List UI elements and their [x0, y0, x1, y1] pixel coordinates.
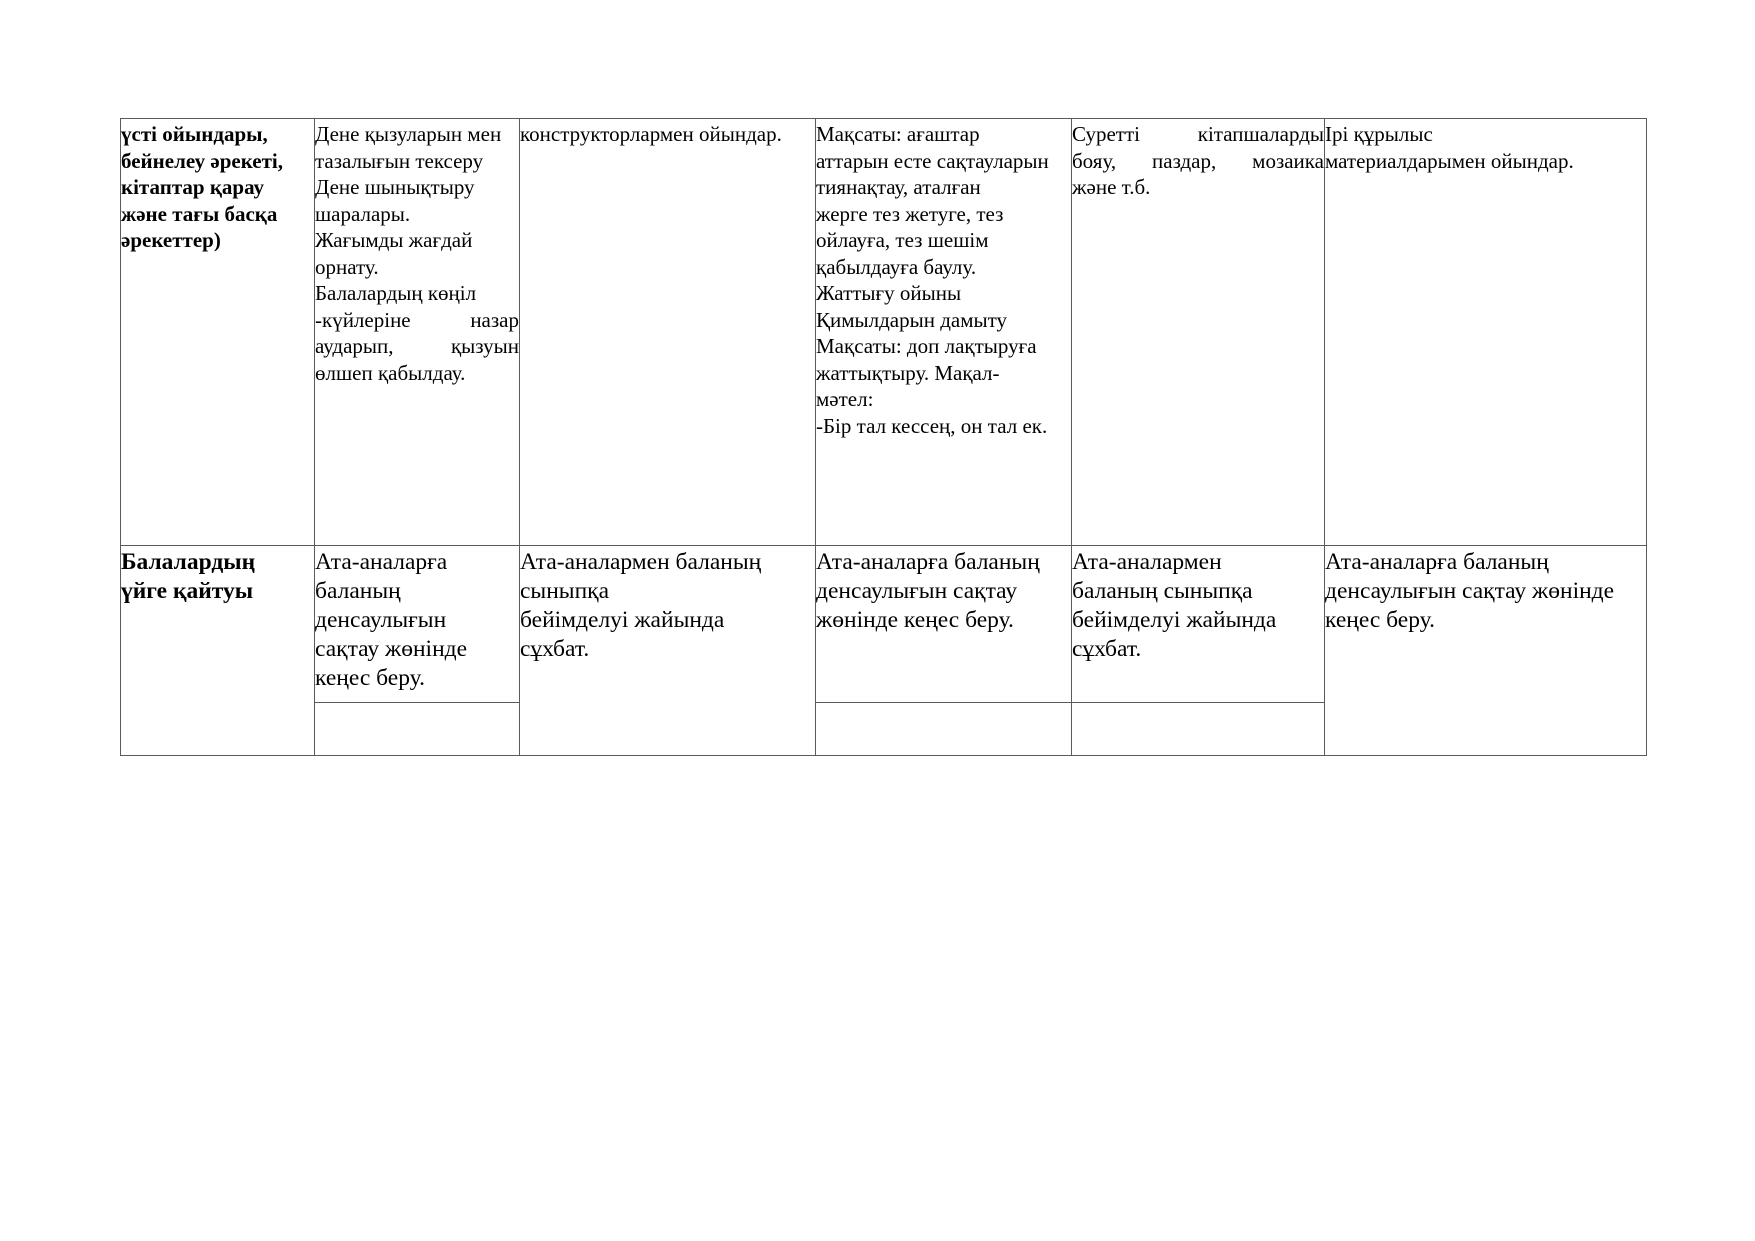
cell-line: Мақсаты: ағаштар	[816, 122, 980, 146]
row1-col5-cell	[1325, 121, 1646, 174]
cell-line: Ата-аналарға баланың	[1325, 549, 1549, 575]
cell-line: Ата-аналармен	[1072, 549, 1222, 575]
cell-line: кеңес беру.	[1325, 607, 1435, 633]
cell-line: тазалығын тексеру	[315, 148, 484, 173]
cell-line: бояу, паздар, мозаика	[1072, 148, 1324, 173]
row1-col4-cell	[1072, 121, 1324, 201]
cell-line: Ірі құрылыс	[1325, 122, 1433, 146]
cell-line: Суретті кітапшаларды	[1072, 122, 1324, 146]
cell-line: денсаулығын	[315, 607, 447, 633]
cell-line: баланың сыныпқа	[1072, 578, 1253, 604]
cell-line: сұхбат.	[1072, 636, 1142, 662]
cell-line: Дене қызуларын мен	[315, 122, 502, 146]
sub-row-divider	[314, 702, 519, 703]
cell-line: тиянақтау, аталған	[816, 175, 981, 199]
cell-line: Ата-аналармен баланың	[520, 549, 762, 575]
cell-line: үйге қайтуы	[121, 578, 254, 604]
cell-line: конструкторлармен ойындар.	[520, 122, 782, 146]
table-border-right	[1646, 118, 1647, 756]
cell-line: Ата-аналарға	[315, 549, 448, 575]
cell-line: кітаптар қарау	[121, 175, 265, 199]
row2-col3-cell	[816, 548, 1071, 635]
cell-line: қабылдауға баулу.	[816, 254, 977, 279]
row2-col5-cell	[1325, 548, 1646, 635]
cell-line: материалдарымен ойындар.	[1325, 148, 1574, 173]
cell-line: Жаттығу ойыны	[816, 281, 962, 305]
cell-line: үсті ойындары,	[121, 122, 268, 146]
row-divider	[120, 545, 1647, 546]
cell-line: Балалардың	[121, 549, 256, 575]
cell-line: жерге тез жетуге, тез	[816, 201, 1004, 226]
sub-row-divider	[815, 702, 1324, 703]
cell-line: сұхбат.	[520, 636, 590, 662]
cell-line: ойлауға, тез шешім	[816, 228, 989, 252]
cell-line: денсаулығын сақтау	[816, 578, 1018, 604]
cell-line: Дене шынықтыру	[315, 175, 475, 199]
cell-line: бейімделуі жайында	[1072, 607, 1277, 633]
cell-line: және т.б.	[1072, 175, 1151, 199]
cell-line: Ата-аналарға баланың	[816, 549, 1040, 575]
cell-line: Жағымды жағдай	[315, 228, 473, 252]
schedule-table	[120, 118, 1647, 756]
cell-line: орнату.	[315, 254, 379, 279]
cell-line: сақтау жөнінде	[315, 636, 468, 662]
cell-line: Қимылдарын дамыту	[816, 307, 1008, 332]
column-divider	[1324, 118, 1325, 756]
cell-line: әрекеттер)	[121, 228, 221, 252]
row2-col4-cell	[1072, 548, 1324, 664]
cell-line: жөнінде кеңес беру.	[816, 607, 1014, 633]
cell-line: аттарын есте сақтауларын	[816, 148, 1049, 173]
cell-line: -күйлеріне назар	[315, 307, 519, 332]
table-border-top	[120, 118, 1647, 119]
row1-col3-cell	[816, 121, 1071, 439]
row2-col1-cell	[315, 548, 519, 693]
cell-line: өлшеп қабылдау.	[315, 360, 466, 385]
cell-line: -Бір тал кессең, он тал ек.	[816, 413, 1048, 438]
cell-line: мәтел:	[816, 387, 874, 411]
cell-line: сыныпқа	[520, 578, 610, 604]
cell-line: баланың	[315, 578, 401, 604]
cell-line: бейнелеу әрекеті,	[121, 148, 284, 173]
cell-line: және тағы басқа	[121, 201, 278, 226]
cell-line: кеңес беру.	[315, 665, 425, 691]
row1-col2-cell	[520, 121, 815, 148]
cell-line: денсаулығын сақтау жөнінде	[1325, 578, 1615, 604]
cell-line: Мақсаты: доп лақтыруға	[816, 334, 1037, 358]
row1-label-cell	[121, 121, 313, 254]
cell-line: шаралары.	[315, 201, 411, 226]
cell-line: Балалардың көңіл	[315, 281, 477, 305]
row1-col1-cell	[315, 121, 519, 386]
cell-line: аударып, қызуын	[315, 334, 519, 358]
cell-line: бейімделуі жайында	[520, 607, 725, 633]
row2-col2-cell	[520, 548, 815, 664]
table-border-bottom	[120, 755, 1647, 756]
row2-label-cell	[121, 548, 313, 606]
cell-line: жаттықтыру. Мақал-	[816, 360, 1000, 385]
